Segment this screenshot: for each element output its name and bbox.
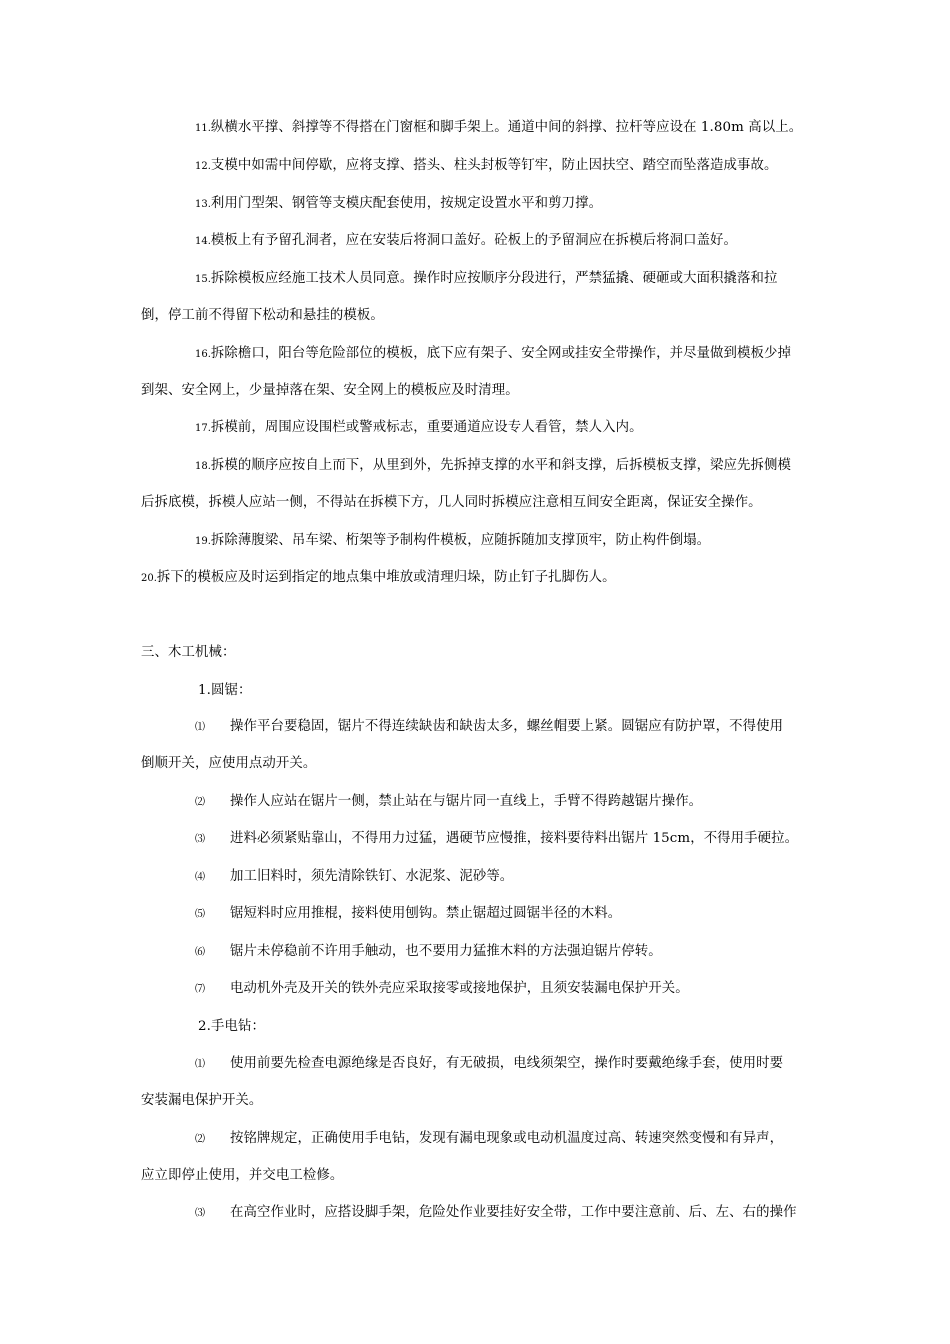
saw-item-2 bbox=[195, 793, 702, 812]
item-text: 按铭牌规定，正确使用手电钻，发现有漏电现象或电动机温度过高、转速突然变慢和有异声， bbox=[230, 1131, 784, 1146]
item-text: 利用门型架、钢管等支模庆配套使用，按规定设置水平和剪刀撑。 bbox=[210, 196, 603, 211]
item-number: 14. bbox=[195, 236, 211, 247]
item-text: 拆模的顺序应按自上而下，从里到外，先拆掉支撑的水平和斜支撑，后拆模板支撑，梁应先拆侧模 bbox=[210, 458, 791, 473]
item-number: 16. bbox=[195, 349, 211, 360]
item-number: ⑸ bbox=[195, 909, 205, 920]
item-number: ⑷ bbox=[195, 872, 205, 883]
drill-item-2 bbox=[195, 1130, 783, 1149]
saw-item-3 bbox=[195, 830, 798, 849]
item-11 bbox=[195, 119, 802, 138]
item-number: ⑶ bbox=[195, 1208, 205, 1219]
item-text: 锯片未停稳前不许用手触动，也不要用力猛推木料的方法强迫锯片停转。 bbox=[230, 944, 662, 959]
item-text: 拆模前，周围应设围栏或警戒标志，重要通道应设专人看管，禁人入内。 bbox=[210, 420, 643, 435]
item-number: 11. bbox=[195, 123, 211, 134]
item-text: 拆下的模板应及时运到指定的地点集中堆放或清理归垛，防止钉子扎脚伤人。 bbox=[156, 570, 616, 585]
item-15 bbox=[195, 270, 778, 289]
item-text: 锯短料时应用推棍，接料使用刨钩。禁止锯超过圆锯半径的木料。 bbox=[230, 906, 622, 921]
item-14 bbox=[195, 232, 737, 251]
item-number: 12. bbox=[195, 161, 211, 172]
item-text: 支模中如需中间停歇，应将支撑、搭头、柱头封板等钉牢，防止因扶空、踏空而坠落造成事故。 bbox=[210, 158, 778, 173]
item-text: 拆除檐口，阳台等危险部位的模板，底下应有架子、安全网或挂安全带操作，并尽量做到模板少掉 bbox=[210, 346, 791, 361]
section-title: 三、木工机械： bbox=[141, 645, 236, 660]
drill-item-3 bbox=[195, 1204, 797, 1223]
subsection-title-drill: 2.手电钻： bbox=[198, 1019, 265, 1034]
item-number: ⑵ bbox=[195, 1134, 205, 1145]
item-16 bbox=[195, 345, 791, 364]
item-number: 15. bbox=[195, 274, 211, 285]
item-number: 20. bbox=[141, 573, 157, 584]
saw-item-1 bbox=[195, 718, 783, 737]
item-text: 加工旧料时，须先清除铁钉、水泥浆、泥砂等。 bbox=[230, 869, 514, 884]
item-text: 在高空作业时，应搭设脚手架，危险处作业要挂好安全带，工作中要注意前、后、左、右的操作 bbox=[230, 1205, 797, 1220]
item-19 bbox=[195, 532, 710, 551]
item-text: 使用前要先检查电源绝缘是否良好，有无破损，电线须架空，操作时要戴绝缘手套，使用时要 bbox=[230, 1056, 784, 1071]
saw-item-1-continuation: 倒顺开关，应使用点动开关。 bbox=[141, 756, 317, 771]
item-number: 19. bbox=[195, 536, 211, 547]
item-number: 13. bbox=[195, 199, 211, 210]
item-text: 拆除模板应经施工技术人员同意。操作时应按顺序分段进行，严禁猛撬、硬砸或大面积撬落和拉 bbox=[210, 271, 778, 286]
saw-item-5 bbox=[195, 905, 621, 924]
item-number: 17. bbox=[195, 423, 211, 434]
saw-item-7 bbox=[195, 980, 689, 999]
item-18-continuation: 后拆底模，拆模人应站一侧，不得站在拆模下方，几人同时拆模应注意相互间安全距离，保证安全操作。 bbox=[141, 495, 762, 510]
item-number: ⑶ bbox=[195, 834, 205, 845]
item-13 bbox=[195, 195, 602, 214]
item-16-continuation: 到架、安全网上，少量掉落在架、安全网上的模板应及时清理。 bbox=[141, 383, 519, 398]
item-text: 拆除薄腹梁、吊车梁、桁架等予制构件模板，应随拆随加支撑顶牢，防止构件倒塌。 bbox=[210, 533, 711, 548]
item-text: 纵横水平撑、斜撑等不得搭在门窗框和脚手架上。通道中间的斜撑、拉杆等应设在 1.80m 高以上。 bbox=[210, 120, 803, 135]
item-number: ⑺ bbox=[195, 984, 205, 995]
item-number: ⑹ bbox=[195, 947, 205, 958]
item-12 bbox=[195, 157, 778, 176]
item-20 bbox=[141, 569, 616, 588]
item-number: ⑴ bbox=[195, 722, 205, 733]
saw-item-4 bbox=[195, 868, 513, 887]
item-text: 进料必须紧贴靠山，不得用力过猛，遇硬节应慢推，接料要待料出锯片 15cm，不得用手硬拉。 bbox=[230, 831, 799, 846]
item-18 bbox=[195, 457, 791, 476]
item-17 bbox=[195, 419, 643, 438]
item-number: ⑵ bbox=[195, 797, 205, 808]
saw-item-6 bbox=[195, 943, 662, 962]
drill-item-1 bbox=[195, 1055, 783, 1074]
drill-item-2-continuation: 应立即停止使用，并交电工检修。 bbox=[141, 1168, 344, 1183]
item-text: 模板上有予留孔洞者，应在安装后将洞口盖好。砼板上的予留洞应在拆模后将洞口盖好。 bbox=[210, 233, 738, 248]
item-text: 操作人应站在锯片一侧，禁止站在与锯片同一直线上，手臂不得跨越锯片操作。 bbox=[230, 794, 703, 809]
item-text: 操作平台要稳固，锯片不得连续缺齿和缺齿太多，螺丝帽要上紧。圆锯应有防护罩，不得使用 bbox=[230, 719, 784, 734]
item-number: 18. bbox=[195, 461, 211, 472]
drill-item-1-continuation: 安装漏电保护开关。 bbox=[141, 1093, 263, 1108]
item-number: ⑴ bbox=[195, 1059, 205, 1070]
item-text: 电动机外壳及开关的铁外壳应采取接零或接地保护，且须安装漏电保护开关。 bbox=[230, 981, 689, 996]
subsection-title-saw: 1.圆锯： bbox=[198, 683, 252, 698]
item-15-continuation: 倒，停工前不得留下松动和悬挂的模板。 bbox=[141, 308, 384, 323]
